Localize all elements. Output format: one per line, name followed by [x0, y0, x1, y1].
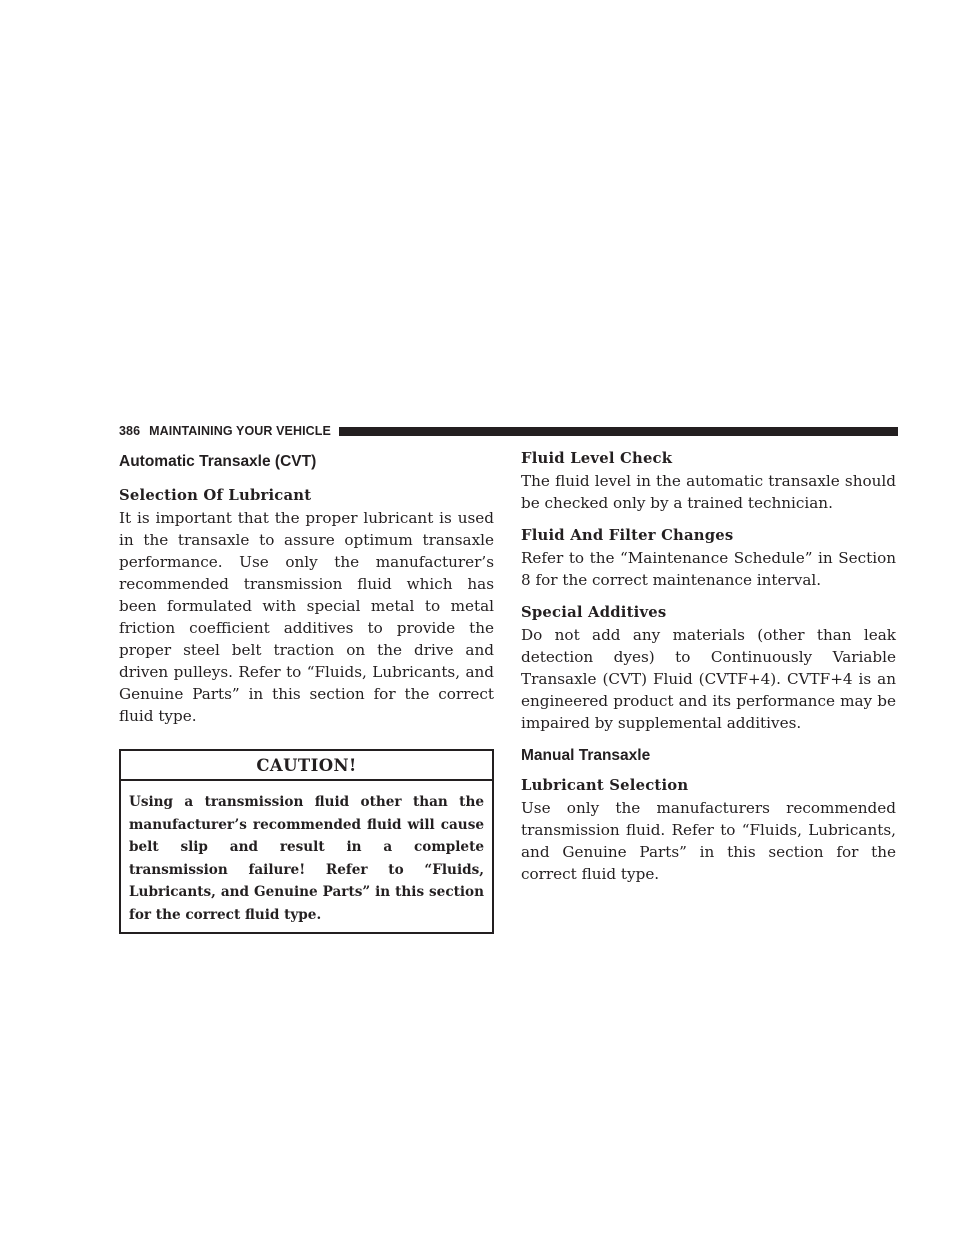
special-additives-heading: Special Additives — [521, 604, 667, 621]
manual-transaxle-heading: Manual Transaxle — [521, 747, 651, 764]
page-number: 386 — [119, 424, 141, 438]
page-header — [119, 424, 898, 438]
header-rule — [339, 427, 898, 436]
fluid-and-filter-changes-heading: Fluid And Filter Changes — [521, 527, 734, 544]
caution-text: Using a transmission fluid other than the manufacturer’s recommended fluid will cause belt slip and result in a complete transmission failure! Refer to “Fluids, Lubricants, and Genuine Parts” in this section for the correct fluid type. — [129, 794, 484, 923]
fluid-and-filter-changes-text: Refer to the “Maintenance Schedule” in Section 8 for the correct maintenance interval. — [521, 549, 896, 589]
caution-box — [119, 749, 494, 934]
special-additives-text: Do not add any materials (other than leak detection dyes) to Continuously Variable Transaxle (CVT) Fluid (CVTF+4). CVTF+4 is an engineered product and its performance may be impaired by supplemental additives. — [521, 626, 896, 732]
automatic-transaxle-heading: Automatic Transaxle (CVT) — [119, 453, 317, 470]
section-title: MAINTAINING YOUR VEHICLE — [149, 424, 331, 438]
right-column — [521, 448, 896, 896]
fluid-level-check-text: The fluid level in the automatic transaxle should be checked only by a trained technician. — [521, 472, 896, 512]
caution-title: CAUTION! — [121, 751, 492, 781]
lubricant-selection-heading: Lubricant Selection — [521, 777, 689, 794]
lubricant-selection-text: Use only the manufacturers recommended transmission fluid. Refer to “Fluids, Lubricants, and Genuine Parts” in this section for the correct fluid type. — [521, 799, 896, 883]
fluid-level-check-heading: Fluid Level Check — [521, 450, 673, 467]
selection-of-lubricant-heading: Selection Of Lubricant — [119, 487, 312, 504]
left-column — [119, 448, 494, 934]
selection-of-lubricant-text: It is important that the proper lubricant is used in the transaxle to assure optimum transaxle performance. Use only the manufacturer’s recommended transmission fluid which has been formulated with special metal to metal friction coefficient additives to provide the proper steel belt traction on the drive and driven pulleys. Refer to “Fluids, Lubricants, and Genuine Parts” in this section for the correct fluid type. — [119, 509, 494, 725]
